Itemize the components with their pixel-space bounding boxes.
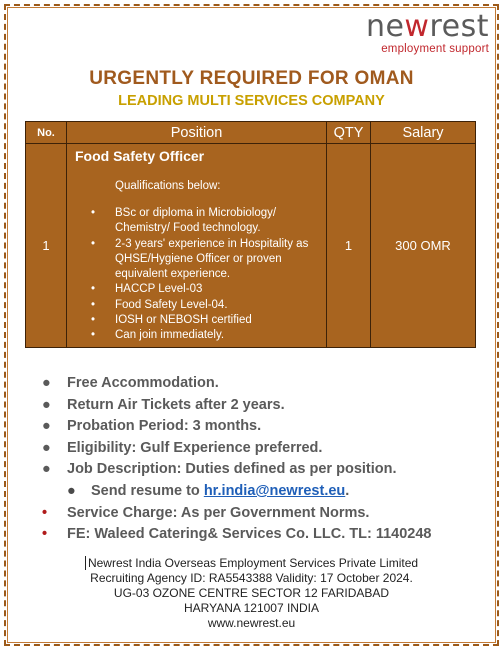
brand-logo xyxy=(365,9,489,55)
qualifications-label: Qualifications below: xyxy=(115,180,221,192)
jobs-table xyxy=(25,121,476,348)
bullet-icon: ● xyxy=(42,375,51,391)
row-salary: 300 OMR xyxy=(371,144,476,348)
header-position: Position xyxy=(67,122,327,144)
footer-company: Newrest India Overseas Employment Services Private Limited xyxy=(0,556,503,571)
qualification-item: • IOSH or NEBOSH certified xyxy=(75,313,320,328)
qualification-item: • HACCP Level-03 xyxy=(75,282,320,297)
bullet-icon: ● xyxy=(42,418,51,435)
row-qty: 1 xyxy=(327,144,371,348)
bullet-icon: • xyxy=(42,526,48,543)
header-salary: Salary xyxy=(371,122,476,144)
footer-license: Recruiting Agency ID: RA5543388 Validity: 17 October 2024. xyxy=(90,571,413,586)
qualification-item: • Food Safety Level-04. xyxy=(75,298,320,313)
qualification-item: • 2-3 years' experience in Hospitality as QHSE/Hygiene Officer or proven equivalent experience. xyxy=(75,237,320,283)
qualifications-list xyxy=(75,206,320,344)
table-row xyxy=(26,144,476,348)
row-no: 1 xyxy=(26,144,67,348)
resume-email-link[interactable]: hr.india@newrest.eu xyxy=(203,482,346,499)
qualification-item: • Can join immediately. xyxy=(75,328,320,343)
brand-wordmark: newrest xyxy=(365,9,489,44)
bullet-icon: • xyxy=(42,504,48,521)
bullet-icon: ● xyxy=(42,461,51,478)
row-position xyxy=(67,144,327,348)
bullet-icon: ● xyxy=(42,396,51,413)
page-subtitle: LEADING MULTI SERVICES COMPANY xyxy=(118,93,385,109)
footer-website[interactable]: www.newrest.eu xyxy=(207,616,296,631)
footer xyxy=(0,556,503,631)
header-qty: QTY xyxy=(327,122,371,144)
qualification-item: • BSc or diploma in Microbiology/ Chemistry/ Food technology. xyxy=(75,206,320,237)
table-header-row xyxy=(26,122,476,144)
brand-tagline: employment support xyxy=(381,43,489,55)
footer-address-1: UG-03 OZONE CENTRE SECTOR 12 FARIDABAD xyxy=(113,586,390,601)
footer-address-2: HARYANA 121007 INDIA xyxy=(184,601,319,616)
position-title: Food Safety Officer xyxy=(75,148,205,164)
page-title: URGENTLY REQUIRED FOR OMAN xyxy=(89,68,414,89)
header-no: No. xyxy=(26,122,67,144)
bullet-icon: ● xyxy=(42,439,51,456)
bullet-icon: ● xyxy=(67,482,76,499)
